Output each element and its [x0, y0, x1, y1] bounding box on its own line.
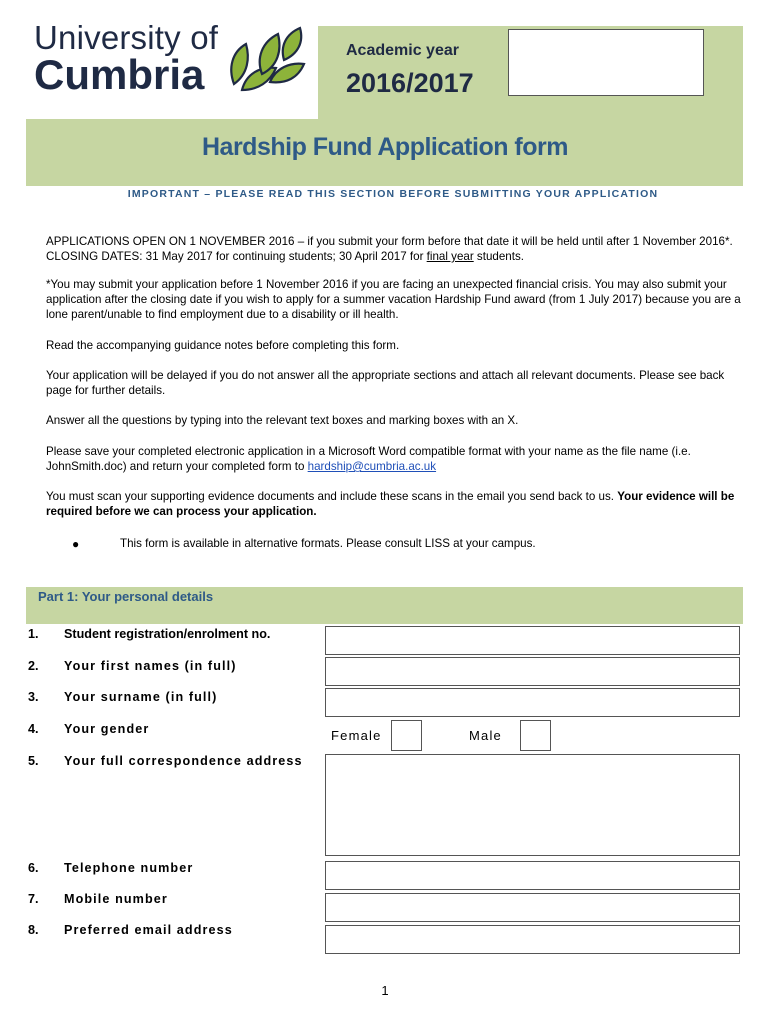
office-use-box[interactable]	[508, 29, 704, 96]
intro-paragraph-1: APPLICATIONS OPEN ON 1 NOVEMBER 2016 – if you submit your form before that date it will be held until after 1 November 2016*. CLOSING DATES: 31 May 2017 for continuing students; 30 April 2017 for final year students.	[46, 235, 733, 263]
question-number: 3.	[28, 690, 39, 704]
mobile-field[interactable]	[325, 893, 740, 922]
question-number: 2.	[28, 659, 39, 673]
question-label-first-names: Your first names (in full)	[64, 659, 237, 673]
gender-female-checkbox[interactable]	[391, 720, 422, 751]
first-names-field[interactable]	[325, 657, 740, 686]
question-number: 5.	[28, 754, 39, 768]
question-number: 6.	[28, 861, 39, 875]
logo-text-line1: University of	[34, 19, 219, 56]
question-label-telephone: Telephone number	[64, 861, 194, 875]
telephone-field[interactable]	[325, 861, 740, 890]
question-number: 8.	[28, 923, 39, 937]
question-label-registration: Student registration/enrolment no.	[64, 627, 271, 641]
bullet-icon: ●	[72, 537, 80, 551]
question-label-address: Your full correspondence address	[64, 754, 303, 768]
registration-number-field[interactable]	[325, 626, 740, 655]
email-link[interactable]: hardship@cumbria.ac.uk	[307, 460, 437, 473]
intro-paragraph-4: Your application will be delayed if you do not answer all the appropriate sections and attach all relevant documents. Please see back page for further details.	[46, 369, 725, 397]
logo-text-line2: Cumbria	[34, 51, 205, 98]
surname-field[interactable]	[325, 688, 740, 717]
question-number: 7.	[28, 892, 39, 906]
question-label-email: Preferred email address	[64, 923, 233, 937]
question-number: 1.	[28, 627, 39, 641]
question-label-surname: Your surname (in full)	[64, 690, 218, 704]
intro-paragraph-5: Answer all the questions by typing into the relevant text boxes and marking boxes with an X.	[46, 414, 519, 427]
question-label-gender: Your gender	[64, 722, 150, 736]
email-field[interactable]	[325, 925, 740, 954]
address-field[interactable]	[325, 754, 740, 856]
gender-female-label: Female	[331, 728, 382, 743]
question-number: 4.	[28, 722, 39, 736]
intro-paragraph-2: *You may submit your application before 1 November 2016 if you are facing an unexpected financial crisis. You may also submit your application after the closing date if you wish to apply for a summer vacation Hardship Fund award (from 1 July 2017) because you are a lone parent/unable to find employment due to a disability or ill health.	[46, 278, 741, 321]
gender-male-checkbox[interactable]	[520, 720, 551, 751]
academic-year-value: 2016/2017	[346, 68, 474, 98]
intro-paragraph-3: Read the accompanying guidance notes before completing this form.	[46, 339, 400, 352]
intro-paragraph-7: You must scan your supporting evidence documents and include these scans in the email you send back to us. Your evidence will be required before we can process your application.	[46, 490, 735, 518]
gender-male-label: Male	[469, 728, 502, 743]
alternative-formats-note: This form is available in alternative formats. Please consult LISS at your campus.	[120, 537, 536, 550]
important-notice: IMPORTANT – PLEASE READ THIS SECTION BEFORE SUBMITTING YOUR APPLICATION	[127, 188, 659, 200]
intro-paragraph-6: Please save your completed electronic application in a Microsoft Word compatible format with your name as the file name (i.e. JohnSmith.doc) and return your completed form to hardship@cumbria.ac.uk	[46, 445, 691, 473]
academic-year-label: Academic year	[346, 42, 459, 59]
leaves-logo-icon	[226, 24, 308, 94]
page-number: 1	[381, 983, 389, 998]
part1-title: Part 1: Your personal details	[38, 589, 214, 604]
form-title: Hardship Fund Application form	[201, 133, 568, 161]
question-label-mobile: Mobile number	[64, 892, 168, 906]
